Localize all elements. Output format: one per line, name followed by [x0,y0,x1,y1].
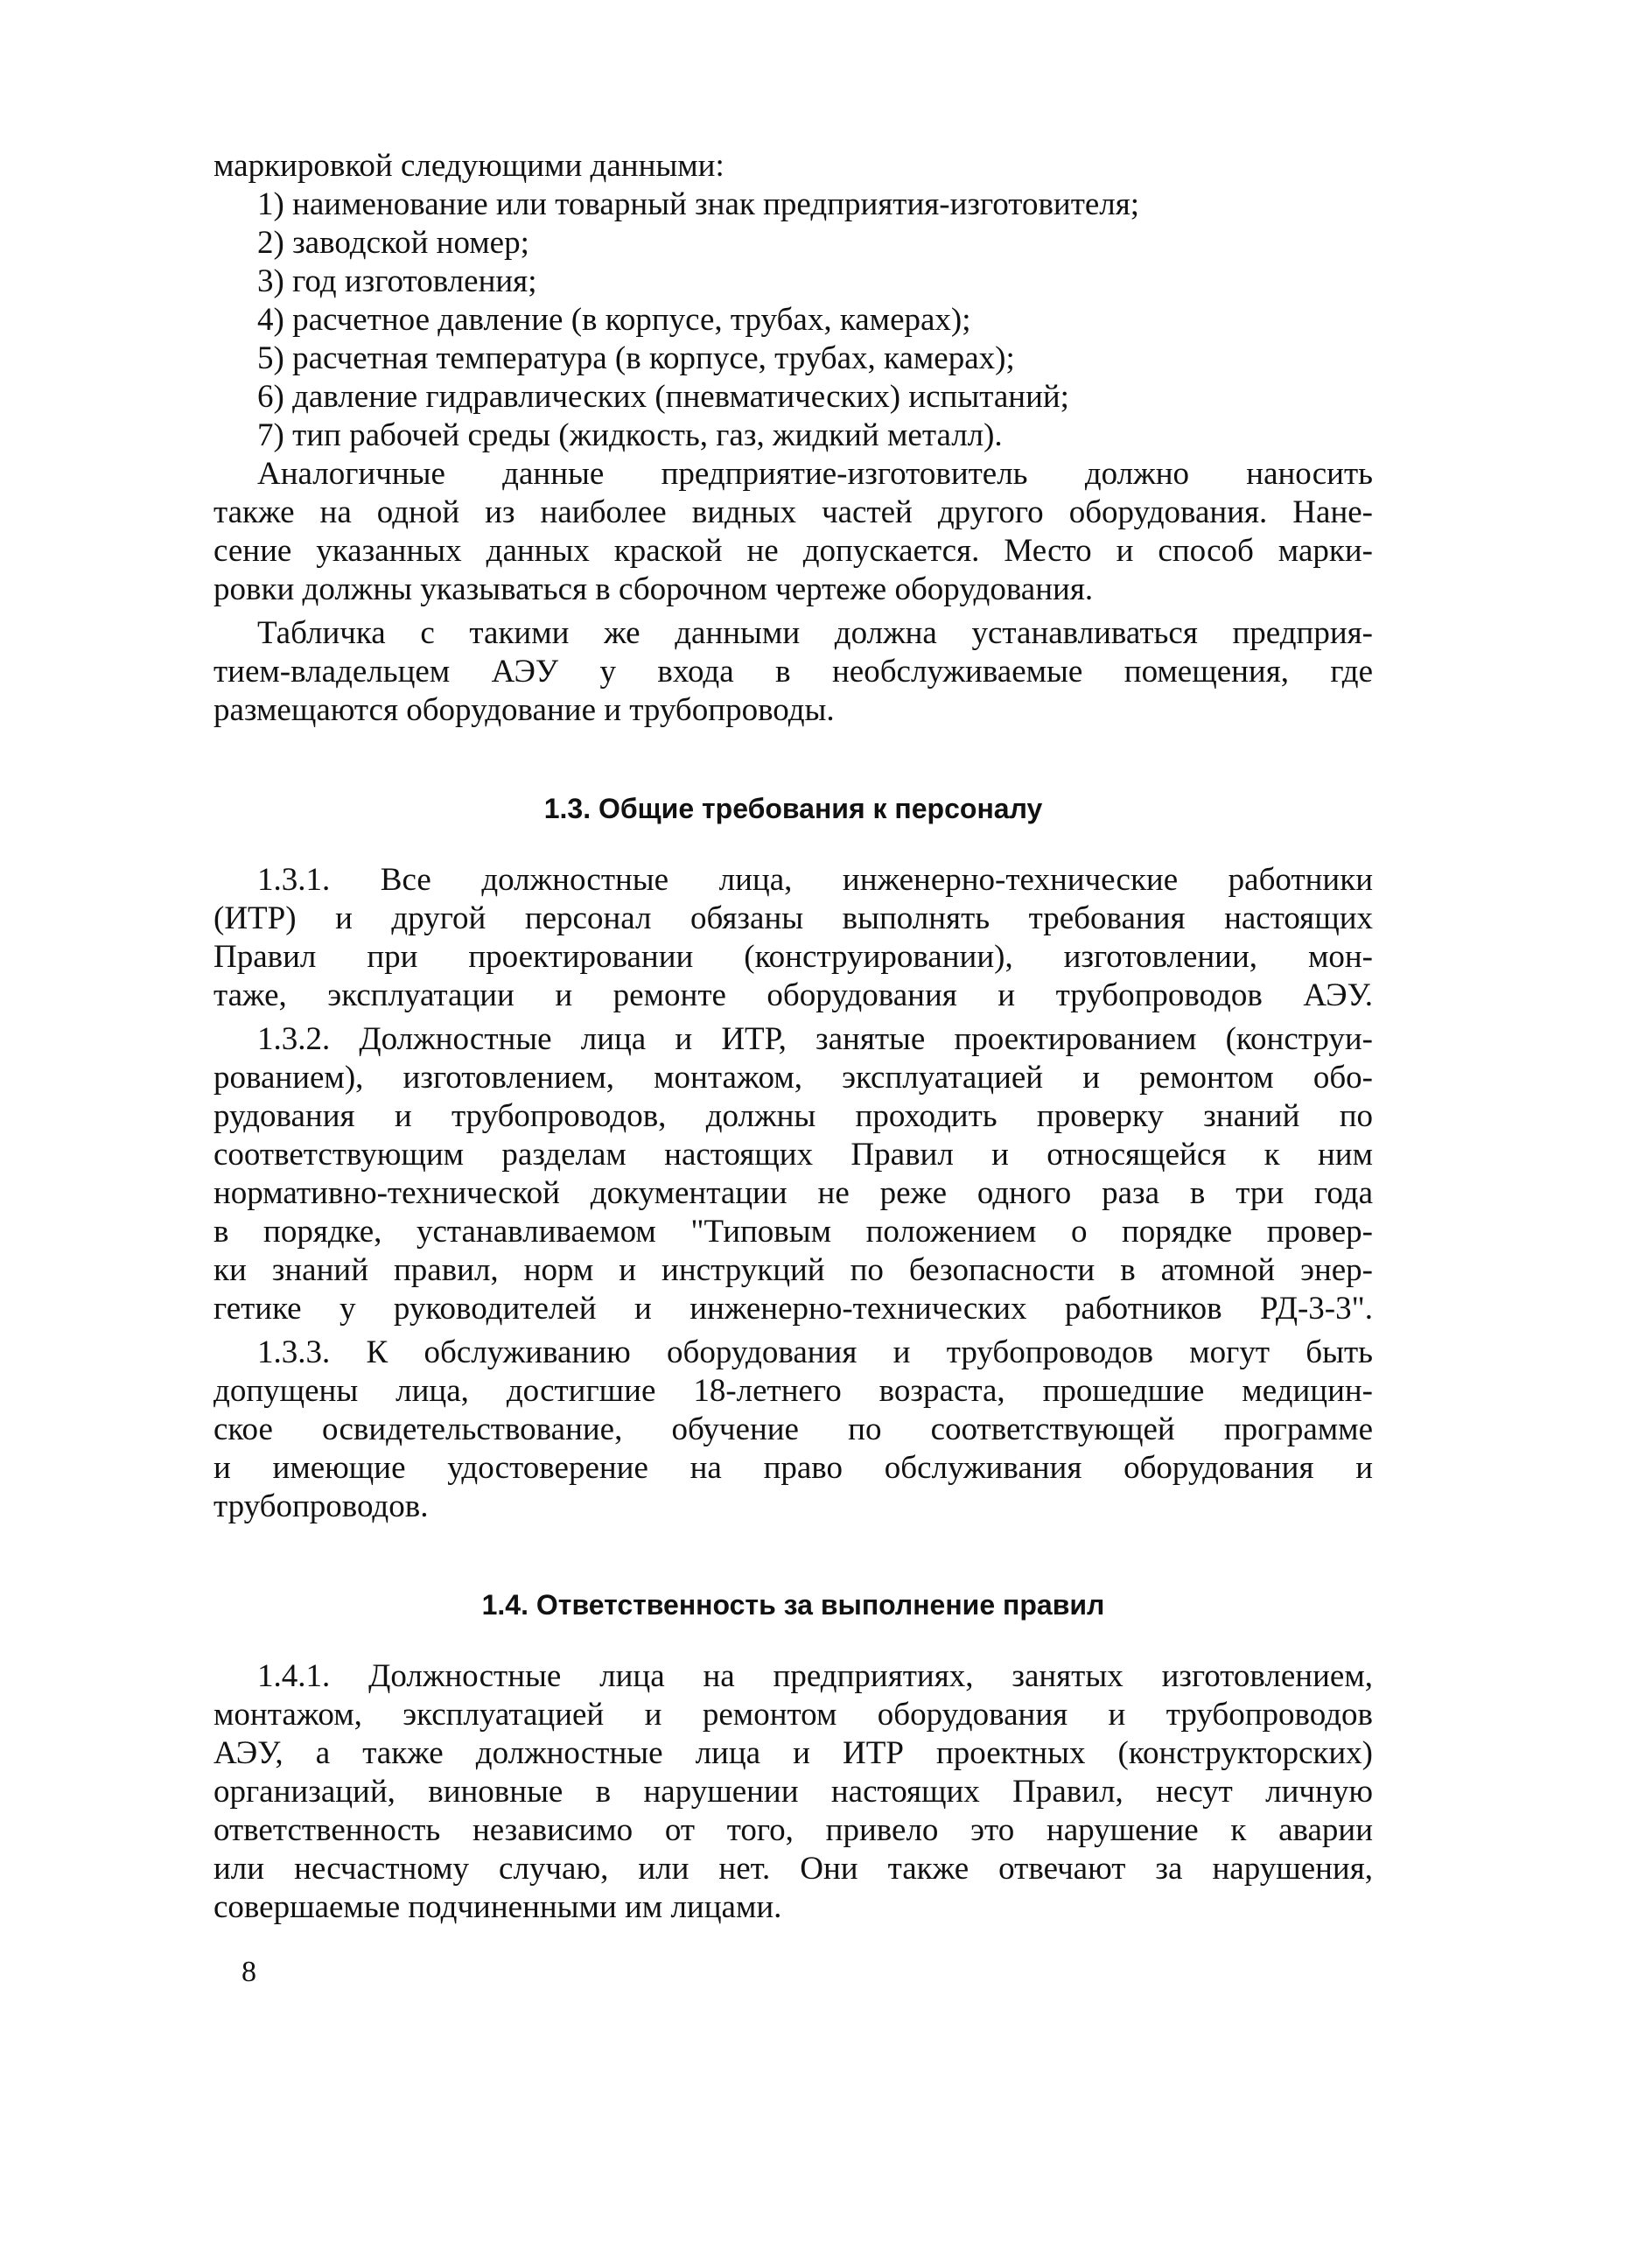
paragraph-line: 1.3.1. Все должностные лица, инженерно-технические работники [257,862,1373,898]
paragraph-line: нормативно-технической документации не реже одного раза в три года [214,1175,1373,1211]
marking-list [214,186,1373,455]
paragraph-line: сение указанных данных краской не допускается. Место и способ марки- [214,533,1373,569]
text-column [214,147,1373,1927]
paragraph-line: совершаемые подчиненными им лицами. [214,1889,782,1925]
paragraph-line: рованием), изготовлением, монтажом, эксплуатацией и ремонтом обо- [214,1060,1373,1096]
paragraph-line: таже, эксплуатации и ремонте оборудования и трубопроводов АЭУ. [214,977,1373,1013]
list-item: 2) заводской номер; [257,225,529,261]
paragraph-line: (ИТР) и другой персонал обязаны выполнять требования настоящих [214,900,1373,936]
paragraph-line: рудования и трубопроводов, должны проходить проверку знаний по [214,1098,1373,1134]
paragraph-line: или несчастному случаю, или нет. Они также отвечают за нарушения, [214,1851,1373,1887]
paragraph-line: также на одной из наиболее видных частей другого оборудования. Нане- [214,494,1373,530]
paragraph-line: размещаются оборудование и трубопроводы. [214,692,835,728]
page-number: 8 [242,1956,256,1988]
list-item: 7) тип рабочей среды (жидкость, газ, жидкий металл). [257,417,1003,453]
paragraph-line: Правил при проектировании (конструировании), изготовлении, мон- [214,939,1373,975]
paragraph-line: ответственность независимо от того, привело это нарушение к аварии [214,1812,1373,1848]
paragraph-line: Табличка с такими же данными должна устанавливаться предприя- [257,615,1373,651]
list-item: 6) давление гидравлических (пневматических) испытаний; [257,379,1069,415]
paragraph-line: 1.4.1. Должностные лица на предприятиях, занятых изготовлением, [257,1658,1373,1694]
paragraph-line: допущены лица, достигшие 18-летнего возраста, прошедшие медицин- [214,1373,1373,1409]
list-item: 1) наименование или товарный знак предприятия-изготовителя; [257,186,1140,222]
paragraph-1-3-3 [214,1334,1373,1526]
list-item: 5) расчетная температура (в корпусе, трубах, камерах); [257,340,1015,376]
intro-line: маркировкой следующими данными: [214,148,724,184]
paragraph-1-4-1 [214,1657,1373,1927]
paragraph-line: монтажом, эксплуатацией и ремонтом оборудования и трубопроводов [214,1697,1373,1733]
list-item: 4) расчетное давление (в корпусе, трубах, камерах); [257,302,971,338]
paragraph-1-3-1 [214,861,1373,1015]
paragraph-tablichka [214,614,1373,730]
paragraph-line: Аналогичные данные предприятие-изготовитель должно наносить [257,456,1373,492]
paragraph-line: 1.3.3. К обслуживанию оборудования и трубопроводов могут быть [257,1334,1373,1370]
paragraph-line: соответствующим разделам настоящих Правил и относящейся к ним [214,1137,1373,1173]
section-heading-1-3: 1.3. Общие требования к персоналу [543,793,1043,824]
paragraph-line: гетике у руководителей и инженерно-технических работников РД-3-3". [214,1291,1373,1327]
paragraph-line: трубопроводов. [214,1488,429,1524]
paragraph-line: ровки должны указываться в сборочном чертеже оборудования. [214,571,1094,607]
paragraph-line: 1.3.2. Должностные лица и ИТР, занятые проектированием (конструи- [257,1021,1373,1057]
paragraph-line: тием-владельцем АЭУ у входа в необслуживаемые помещения, где [214,654,1373,690]
paragraph-analog [214,455,1373,609]
paragraph-line: ки знаний правил, норм и инструкций по безопасности в атомной энер- [214,1252,1373,1288]
paragraph-1-3-2 [214,1020,1373,1328]
paragraph-line: в порядке, устанавливаемом "Типовым положением о порядке провер- [214,1214,1373,1250]
paragraph-line: организаций, виновные в нарушении настоящих Правил, несут личную [214,1774,1373,1810]
paragraph-line: АЭУ, а также должностные лица и ИТР проектных (конструкторских) [214,1735,1373,1771]
paragraph-line: и имеющие удостоверение на право обслуживания оборудования и [214,1450,1373,1486]
section-heading-1-4: 1.4. Ответственность за выполнение правил [481,1589,1105,1621]
paragraph-line: ское освидетельствование, обучение по соответствующей программе [214,1411,1373,1447]
list-item: 3) год изготовления; [257,263,537,299]
